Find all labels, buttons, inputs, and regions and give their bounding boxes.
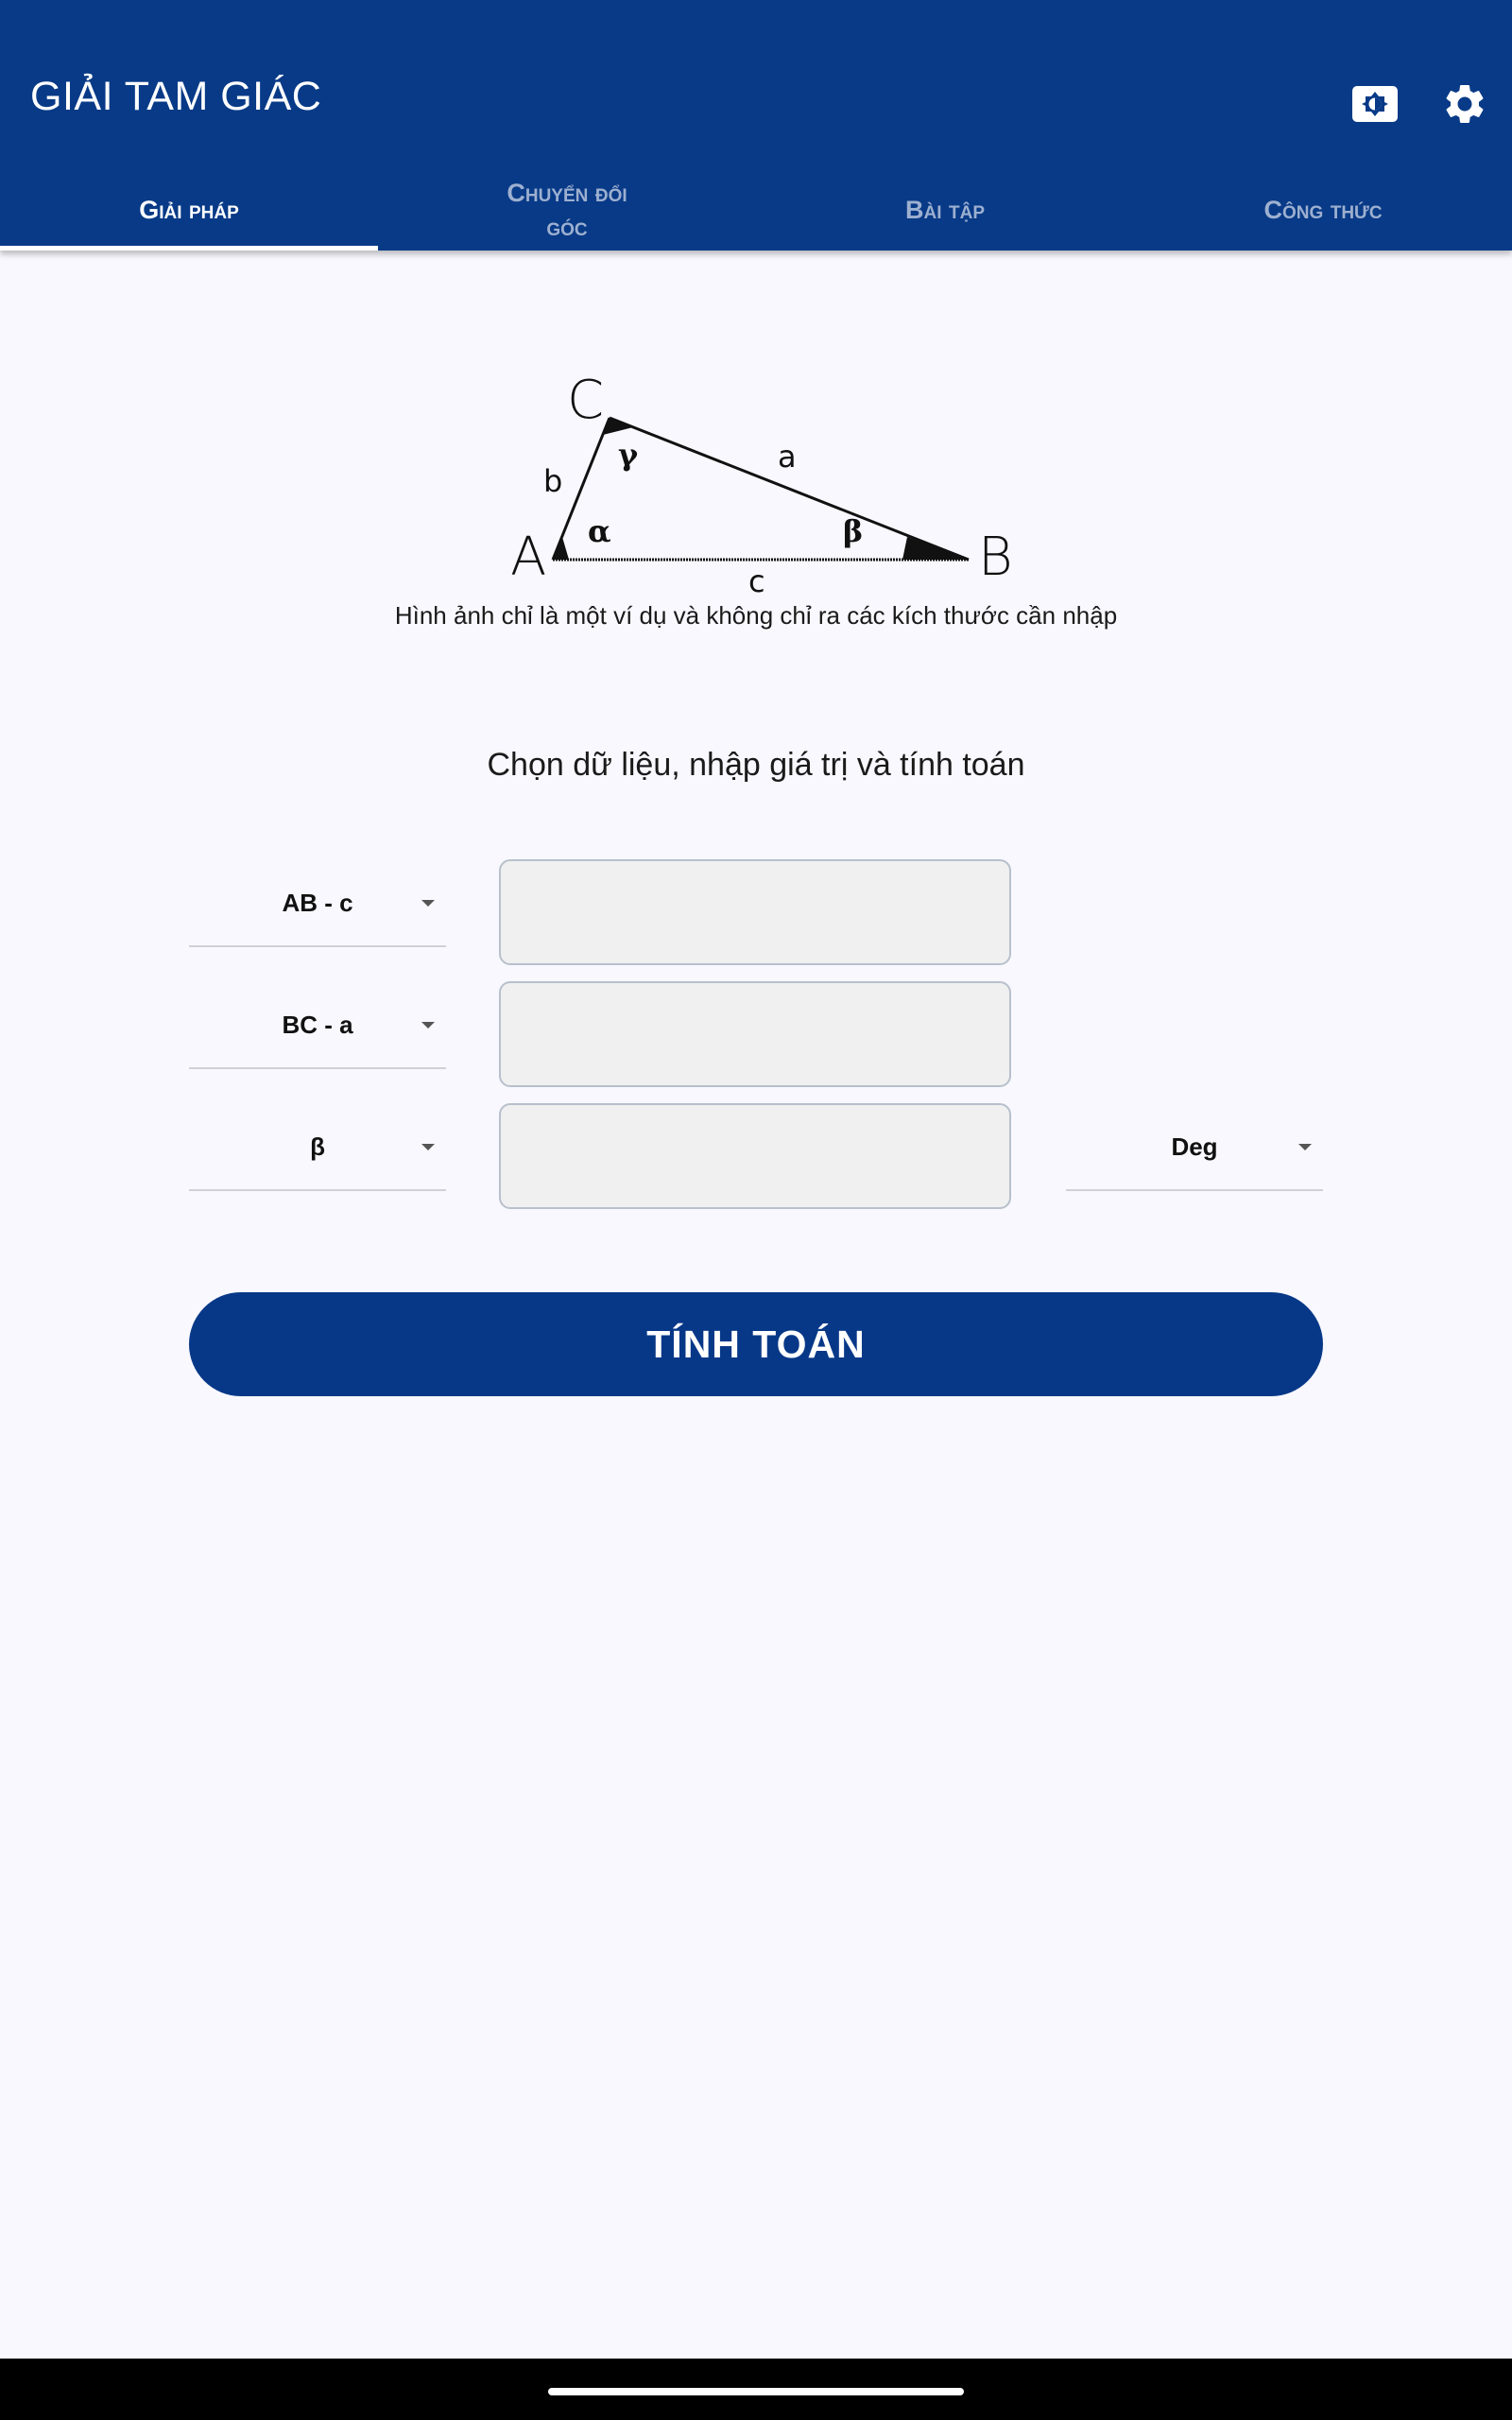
dropdown-caret-icon xyxy=(421,1144,435,1150)
dropdown-caret-icon xyxy=(421,900,435,907)
angle-select[interactable] xyxy=(189,1104,446,1191)
tab-bai-tap[interactable] xyxy=(756,168,1134,251)
triangle-diagram xyxy=(501,369,1030,596)
brightness-icon[interactable] xyxy=(1347,76,1403,132)
tab-bar xyxy=(0,168,1512,251)
unit-select[interactable] xyxy=(1066,1104,1323,1191)
form-instruction: Chọn dữ liệu, nhập giá trị và tính toán xyxy=(487,747,1025,783)
side-select-2[interactable] xyxy=(189,982,446,1069)
vertex-label-b: B xyxy=(978,527,1013,588)
dropdown-caret-icon xyxy=(1298,1144,1312,1150)
dropdown-caret-icon xyxy=(421,1022,435,1028)
tab-label: Bài tập xyxy=(905,195,985,224)
angle-marker-beta xyxy=(902,537,969,560)
tab-label: Công thức xyxy=(1263,195,1383,224)
calculate-button[interactable]: TÍNH TOÁN xyxy=(189,1292,1323,1396)
app-bar xyxy=(0,0,1512,251)
value-input-2[interactable] xyxy=(499,981,1011,1087)
angle-select-value: β xyxy=(310,1132,325,1161)
angle-label-gamma: γ xyxy=(618,437,639,473)
side-select-value: AB - c xyxy=(282,888,353,917)
tab-giai-phap[interactable] xyxy=(0,168,378,251)
side-label-c: c xyxy=(748,563,765,596)
side-label-b: b xyxy=(543,463,563,499)
tab-cong-thuc[interactable] xyxy=(1134,168,1512,251)
diagram-caption: Hình ảnh chỉ là một ví dụ và không chỉ ra các kích thước cần nhập xyxy=(394,601,1118,630)
side-label-a: a xyxy=(778,439,797,475)
tab-label: Chuyển đổi góc xyxy=(507,178,627,241)
vertex-label-a: A xyxy=(510,527,547,588)
side-select-value: BC - a xyxy=(282,1010,353,1039)
side-select-1[interactable] xyxy=(189,860,446,947)
vertex-label-c: C xyxy=(567,370,605,431)
settings-icon[interactable] xyxy=(1436,76,1493,132)
home-gesture-handle[interactable] xyxy=(548,2388,964,2395)
value-input-3[interactable] xyxy=(499,1103,1011,1209)
tab-chuyen-doi-goc[interactable] xyxy=(378,168,756,251)
unit-select-value: Deg xyxy=(1171,1132,1218,1161)
app-title: GIẢI TAM GIÁC xyxy=(30,74,322,119)
angle-label-alpha: α xyxy=(588,513,611,549)
tab-label: Giải pháp xyxy=(139,195,239,224)
value-input-1[interactable] xyxy=(499,859,1011,965)
angle-label-beta: β xyxy=(843,513,864,549)
